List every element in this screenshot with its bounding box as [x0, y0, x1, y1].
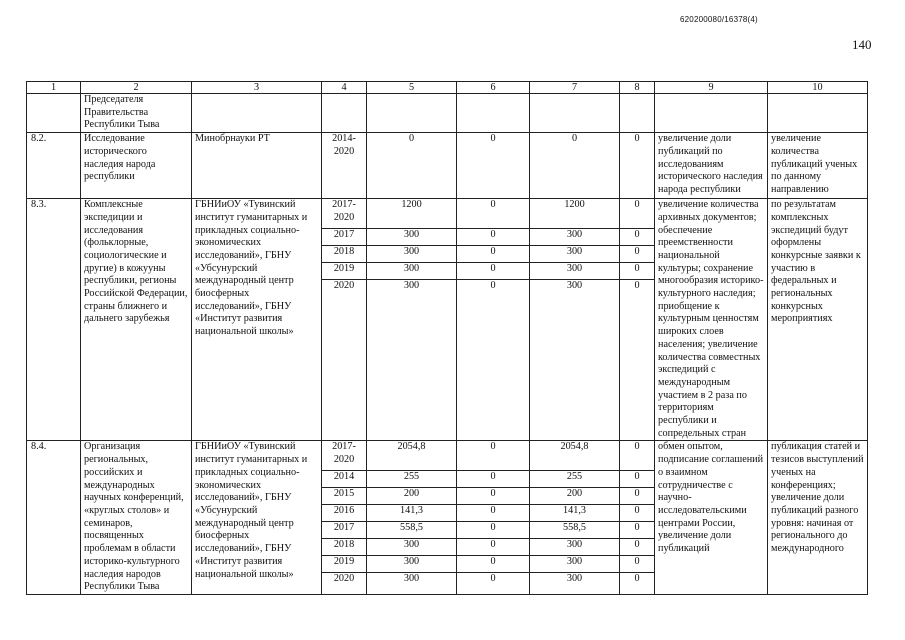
value-cell: 300 — [403, 280, 420, 292]
value-cell: 0 — [620, 539, 654, 556]
value-cell: 0 — [634, 133, 640, 145]
c8-cell — [620, 441, 655, 594]
header-cell: 5 — [367, 82, 457, 94]
value-cell: 200 — [367, 488, 456, 505]
value-cell: 2020 — [333, 573, 355, 585]
value-cell: 0 — [457, 556, 529, 573]
value-cell: 2014-2020 — [332, 133, 356, 157]
c8-cell — [620, 199, 655, 441]
value-cell: 2018 — [322, 246, 366, 263]
value-cell: 300 — [367, 539, 456, 556]
value-cell: 2018 — [322, 539, 366, 556]
table-row — [27, 441, 868, 594]
expected-result: обмен опытом, подписание соглашений о взаимном сотрудничестве с научно-исследовательскими центрами России, увеличение доли публикаций — [655, 441, 768, 594]
value-cell: 0 — [620, 471, 654, 488]
page-number: 140 — [852, 37, 872, 52]
value-cell: 2017 — [322, 522, 366, 539]
value-cell: 255 — [367, 471, 456, 488]
row-number: 8.2. — [27, 133, 81, 199]
value-cell: 300 — [367, 229, 456, 246]
value-cell: 0 — [571, 133, 578, 145]
expected-result: увеличение количества архивных документов; обеспечение преемственности национальной культуры; сохранение многообразия историко-культурного наследия; приобщение к культурным ценностям широких слоев населения; увеличение количества совместных экспедиций с международным участием в 2 раза по территориям республики и сопредельных стран — [655, 199, 768, 441]
result-indicator: публикация статей и тезисов выступлений ученых на конференциях; увеличение доли публикаций разного уровня: начиная от регионального до международного — [768, 441, 868, 594]
value-cell: 0 — [620, 229, 654, 246]
value-cell: 2017 — [322, 229, 366, 246]
c5-cell — [367, 441, 457, 594]
value-cell: 0 — [490, 280, 496, 292]
value-cell: 0 — [620, 522, 654, 539]
value-cell: 2017-2020 — [322, 441, 366, 471]
value-cell: 141,3 — [367, 505, 456, 522]
c5-cell — [367, 133, 457, 199]
result-indicator: увеличение количества публикаций ученых по данному направлению — [768, 133, 868, 199]
value-cell: 0 — [620, 199, 654, 229]
value-cell: 0 — [457, 471, 529, 488]
program-table — [26, 81, 868, 595]
value-cell: 2019 — [322, 263, 366, 280]
table-row — [27, 133, 868, 199]
value-cell: 300 — [530, 263, 619, 280]
value-cell: 0 — [620, 441, 654, 471]
c7-cell — [530, 133, 620, 199]
row-number: 8.3. — [27, 199, 81, 441]
value-cell: 0 — [408, 133, 415, 145]
header-cell: 2 — [81, 82, 192, 94]
years-cell — [322, 441, 367, 594]
value-cell: 2019 — [322, 556, 366, 573]
value-cell: 0 — [634, 280, 640, 292]
value-cell: 0 — [490, 573, 496, 585]
result-indicator: по результатам комплексных экспедиций будут оформлены конкурсные заявки к участию в федеральных и региональных конкурсных мероприятиях — [768, 199, 868, 441]
value-cell: 0 — [457, 199, 529, 229]
value-cell: 2015 — [322, 488, 366, 505]
value-cell: 0 — [620, 263, 654, 280]
value-cell: 2054,8 — [367, 441, 456, 471]
years-cell — [322, 133, 367, 199]
value-cell: 300 — [367, 263, 456, 280]
value-cell: 0 — [457, 539, 529, 556]
value-cell: 300 — [566, 280, 583, 292]
header-cell: 6 — [457, 82, 530, 94]
measure-name: Исследование исторического наследия народа республики — [81, 133, 192, 199]
value-cell: 300 — [530, 539, 619, 556]
executor-cell: ГБНИиОУ «Тувинский институт гуманитарных и прикладных социально-экономических исследований», ГБНУ «Убсунурский международный центр биосферных исследований», ГБНУ «Институт развития национальной школы» — [192, 441, 322, 594]
value-cell: 300 — [367, 246, 456, 263]
value-cell: 300 — [530, 229, 619, 246]
document-id: 620200080/16378(4) — [680, 15, 758, 24]
c8-cell — [620, 133, 655, 199]
executor-cell: ГБНИиОУ «Тувинский институт гуманитарных и прикладных социально-экономических исследований», ГБНУ «Убсунурский международный центр биосферных исследований», ГБНУ «Институт развития национальной школы» — [192, 199, 322, 441]
value-cell: 0 — [457, 246, 529, 263]
value-cell: 300 — [367, 556, 456, 573]
header-cell: 8 — [620, 82, 655, 94]
measure-name: Организация региональных, российских и международных научных конференций, «круглых столов» и семинаров, посвященных проблемам в области историко-культурного наследия народов Республики Тыва — [81, 441, 192, 594]
value-cell: 2014 — [322, 471, 366, 488]
c6-cell — [457, 199, 530, 441]
value-cell: 0 — [457, 522, 529, 539]
expected-result: увеличение доли публикаций по исследованиям исторического наследия народа республики — [655, 133, 768, 199]
value-cell: 255 — [530, 471, 619, 488]
header-cell: 3 — [192, 82, 322, 94]
value-cell: 0 — [490, 133, 496, 145]
value-cell: 0 — [620, 246, 654, 263]
value-cell: 0 — [457, 263, 529, 280]
value-cell: 0 — [457, 488, 529, 505]
table-row — [27, 199, 868, 441]
header-cell: 1 — [27, 82, 81, 94]
value-cell: 0 — [457, 505, 529, 522]
value-cell: 200 — [530, 488, 619, 505]
measure-name: Комплексные экспедиции и исследования (фольклорные, социологические и другие) в кожууны республики, регионы Российской Федерации, страны ближнего и дальнего зарубежья — [81, 199, 192, 441]
value-cell: 300 — [403, 573, 420, 585]
value-cell: 0 — [620, 488, 654, 505]
header-cell: 4 — [322, 82, 367, 94]
value-cell: 558,5 — [367, 522, 456, 539]
header-cell: 10 — [768, 82, 868, 94]
value-cell: 0 — [457, 441, 529, 471]
value-cell: 2016 — [322, 505, 366, 522]
value-cell: 300 — [566, 573, 583, 585]
value-cell: 300 — [530, 246, 619, 263]
c7-cell — [530, 441, 620, 594]
value-cell: 1200 — [530, 199, 619, 229]
value-cell: 558,5 — [530, 522, 619, 539]
row-number: 8.4. — [27, 441, 81, 594]
value-cell: 1200 — [367, 199, 456, 229]
value-cell: 141,3 — [530, 505, 619, 522]
value-cell: 2054,8 — [530, 441, 619, 471]
continuation-text: Председателя Правительства Республики Тыва — [81, 94, 192, 133]
years-cell — [322, 199, 367, 441]
header-cell: 7 — [530, 82, 620, 94]
value-cell: 0 — [620, 556, 654, 573]
c6-cell — [457, 441, 530, 594]
c5-cell — [367, 199, 457, 441]
header-cell: 9 — [655, 82, 768, 94]
header-row — [27, 82, 868, 94]
c7-cell — [530, 199, 620, 441]
executor-cell: Минобрнауки РТ — [192, 133, 322, 199]
value-cell: 0 — [457, 229, 529, 246]
c6-cell — [457, 133, 530, 199]
value-cell: 2020 — [333, 280, 355, 292]
continuation-row — [27, 94, 868, 133]
value-cell: 0 — [634, 573, 640, 585]
value-cell: 300 — [530, 556, 619, 573]
value-cell: 0 — [620, 505, 654, 522]
value-cell: 2017-2020 — [322, 199, 366, 229]
